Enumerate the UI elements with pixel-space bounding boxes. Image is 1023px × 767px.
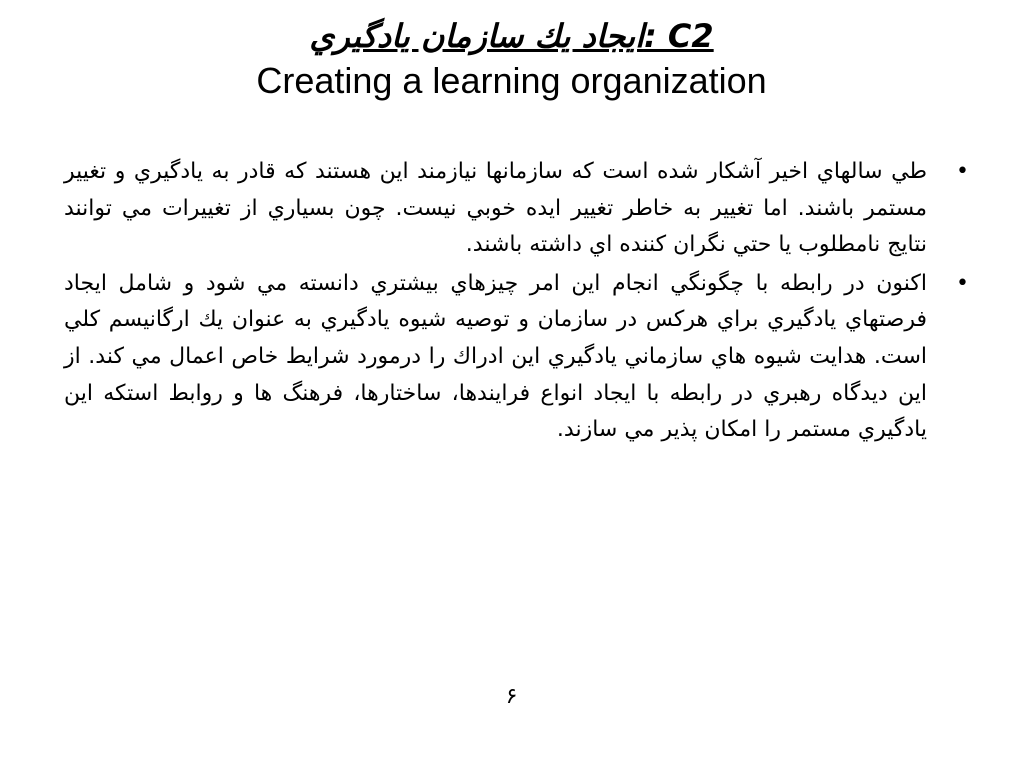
page-number: ۶ — [505, 684, 518, 709]
bullet-item — [64, 266, 969, 449]
bullet-list — [64, 154, 969, 451]
bullet-item — [64, 154, 969, 264]
slide-title-english: Creating a learning organization — [256, 60, 767, 101]
slide-title-persian: ايجاد يك سازمان يادگيري: C2 — [309, 17, 714, 55]
bullet-text: اكنون در رابطه با چگونگي انجام اين امر چيزهاي بيشتري دانسته مي شود و شامل ايجاد فرصتهاي يادگيري براي هركس در سازمان و توصيه شيوه يادگيري به عنوان يك ارگانيسم كلي است. هدايت شيوه هاي سازماني يادگيري اين ادراك را درمورد شرايط خاص اعمال مي كند. از اين ديدگاه رهبري در رابطه با ايجاد انواع فرايندها، ساختارها، فرهنگ ها و روابط استكه اين يادگيري مستمر را امكان پذير مي سازند. — [64, 270, 927, 443]
bullet-icon: • — [956, 270, 969, 296]
bullet-icon: • — [956, 159, 969, 184]
slide-title — [60, 14, 963, 104]
bullet-text: طي سالهاي اخير آشكار شده است كه سازمانها نيازمند اين هستند كه قادر به يادگيري و تغيير مستمر باشند. اما تغيير به خاطر تغيير ايده خوبي نيست. چون بسياري از تغييرات مي توانند نتايج نامطلوب يا حتي نگران كننده اي داشته باشند. — [64, 159, 927, 258]
